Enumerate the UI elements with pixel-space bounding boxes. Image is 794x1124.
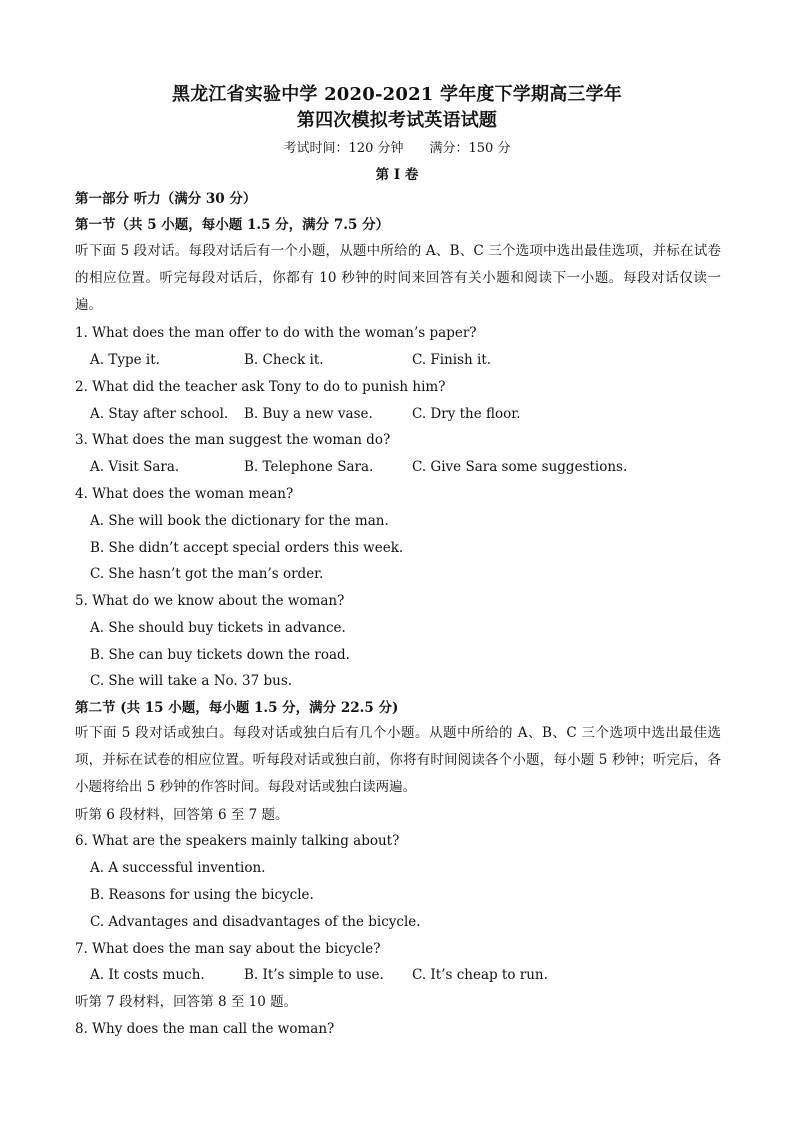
question-3-option-a: A. Visit Sara. bbox=[90, 459, 180, 475]
material-7-label: 听第 7 段材料，回答第 8 至 10 题。 bbox=[75, 994, 298, 1010]
question-4-option-b: B. She didn’t accept special orders this week. bbox=[90, 540, 404, 556]
question-7-option-c: C. It’s cheap to run. bbox=[412, 967, 548, 983]
part1-heading: 第一部分 听力（满分 30 分） bbox=[75, 191, 257, 207]
question-1-option-c: C. Finish it. bbox=[412, 352, 492, 368]
exam-title-line1: 黑龙江省实验中学 2020-2021 学年度下学期高三学年 bbox=[172, 84, 622, 105]
question-6-stem: 6. What are the speakers mainly talking about? bbox=[75, 833, 400, 849]
question-4-option-a: A. She will book the dictionary for the man. bbox=[90, 513, 389, 529]
question-6-option-a: A. A successful invention. bbox=[90, 860, 266, 876]
question-5-option-b: B. She can buy tickets down the road. bbox=[90, 647, 350, 663]
exam-title-line2: 第四次模拟考试英语试题 bbox=[296, 110, 498, 131]
material-6-label: 听第 6 段材料，回答第 6 至 7 题。 bbox=[75, 807, 289, 823]
question-2-option-b: B. Buy a new vase. bbox=[244, 406, 373, 422]
question-1-option-b: B. Check it. bbox=[244, 352, 324, 368]
section1-heading: 第一节（共 5 小题，每小题 1.5 分，满分 7.5 分） bbox=[75, 217, 390, 233]
section2-instructions: 听下面 5 段对话或独白。每段对话或独白后有几个小题。从题中所给的 A、B、C 三个选项中选出最佳选项，并标在试卷的相应位置。听每段对话或独白前，你将有时间阅读各个小题，每小题 5 秒钟；听完后，各小题将给出 5 秒钟的作答时间。每段对话或独白读两遍。 bbox=[75, 725, 721, 795]
question-1-stem: 1. What does the man offer to do with the woman’s paper? bbox=[75, 325, 477, 341]
section1-instructions: 听下面 5 段对话。每段对话后有一个小题，从题中所给的 A、B、C 三个选项中选出最佳选项，并标在试卷的相应位置。听完每段对话后，你都有 10 秒钟的时间来回答有关小题和阅读下一小题。每段对话仅读一遍。 bbox=[75, 243, 721, 313]
question-5-option-c: C. She will take a No. 37 bus. bbox=[90, 673, 293, 689]
question-5-option-a: A. She should buy tickets in advance. bbox=[90, 620, 346, 636]
question-5-stem: 5. What do we know about the woman? bbox=[75, 593, 345, 609]
question-3-stem: 3. What does the man suggest the woman do? bbox=[75, 432, 391, 448]
exam-meta bbox=[0, 137, 794, 156]
exam-score: 满分：150 分 bbox=[429, 141, 511, 156]
question-2-option-c: C. Dry the floor. bbox=[412, 406, 521, 422]
question-6-option-b: B. Reasons for using the bicycle. bbox=[90, 887, 314, 903]
question-6-option-c: C. Advantages and disadvantages of the bicycle. bbox=[90, 914, 421, 930]
question-2-option-a: A. Stay after school. bbox=[90, 406, 229, 422]
section2-heading: 第二节 (共 15 小题，每小题 1.5 分，满分 22.5 分) bbox=[75, 700, 399, 716]
question-3-option-c: C. Give Sara some suggestions. bbox=[412, 459, 628, 475]
question-4-stem: 4. What does the woman mean? bbox=[75, 486, 294, 502]
question-7-option-b: B. It’s simple to use. bbox=[244, 967, 384, 983]
exam-time: 考试时间：120 分钟 bbox=[283, 141, 404, 156]
volume-label: 第 I 卷 bbox=[375, 167, 419, 183]
question-3-option-b: B. Telephone Sara. bbox=[244, 459, 374, 475]
question-7-option-a: A. It costs much. bbox=[90, 967, 205, 983]
question-4-option-c: C. She hasn’t got the man’s order. bbox=[90, 566, 324, 582]
question-8-stem: 8. Why does the man call the woman? bbox=[75, 1021, 335, 1037]
question-7-stem: 7. What does the man say about the bicycle? bbox=[75, 941, 381, 957]
question-1-option-a: A. Type it. bbox=[90, 352, 160, 368]
question-2-stem: 2. What did the teacher ask Tony to do to punish him? bbox=[75, 379, 446, 395]
